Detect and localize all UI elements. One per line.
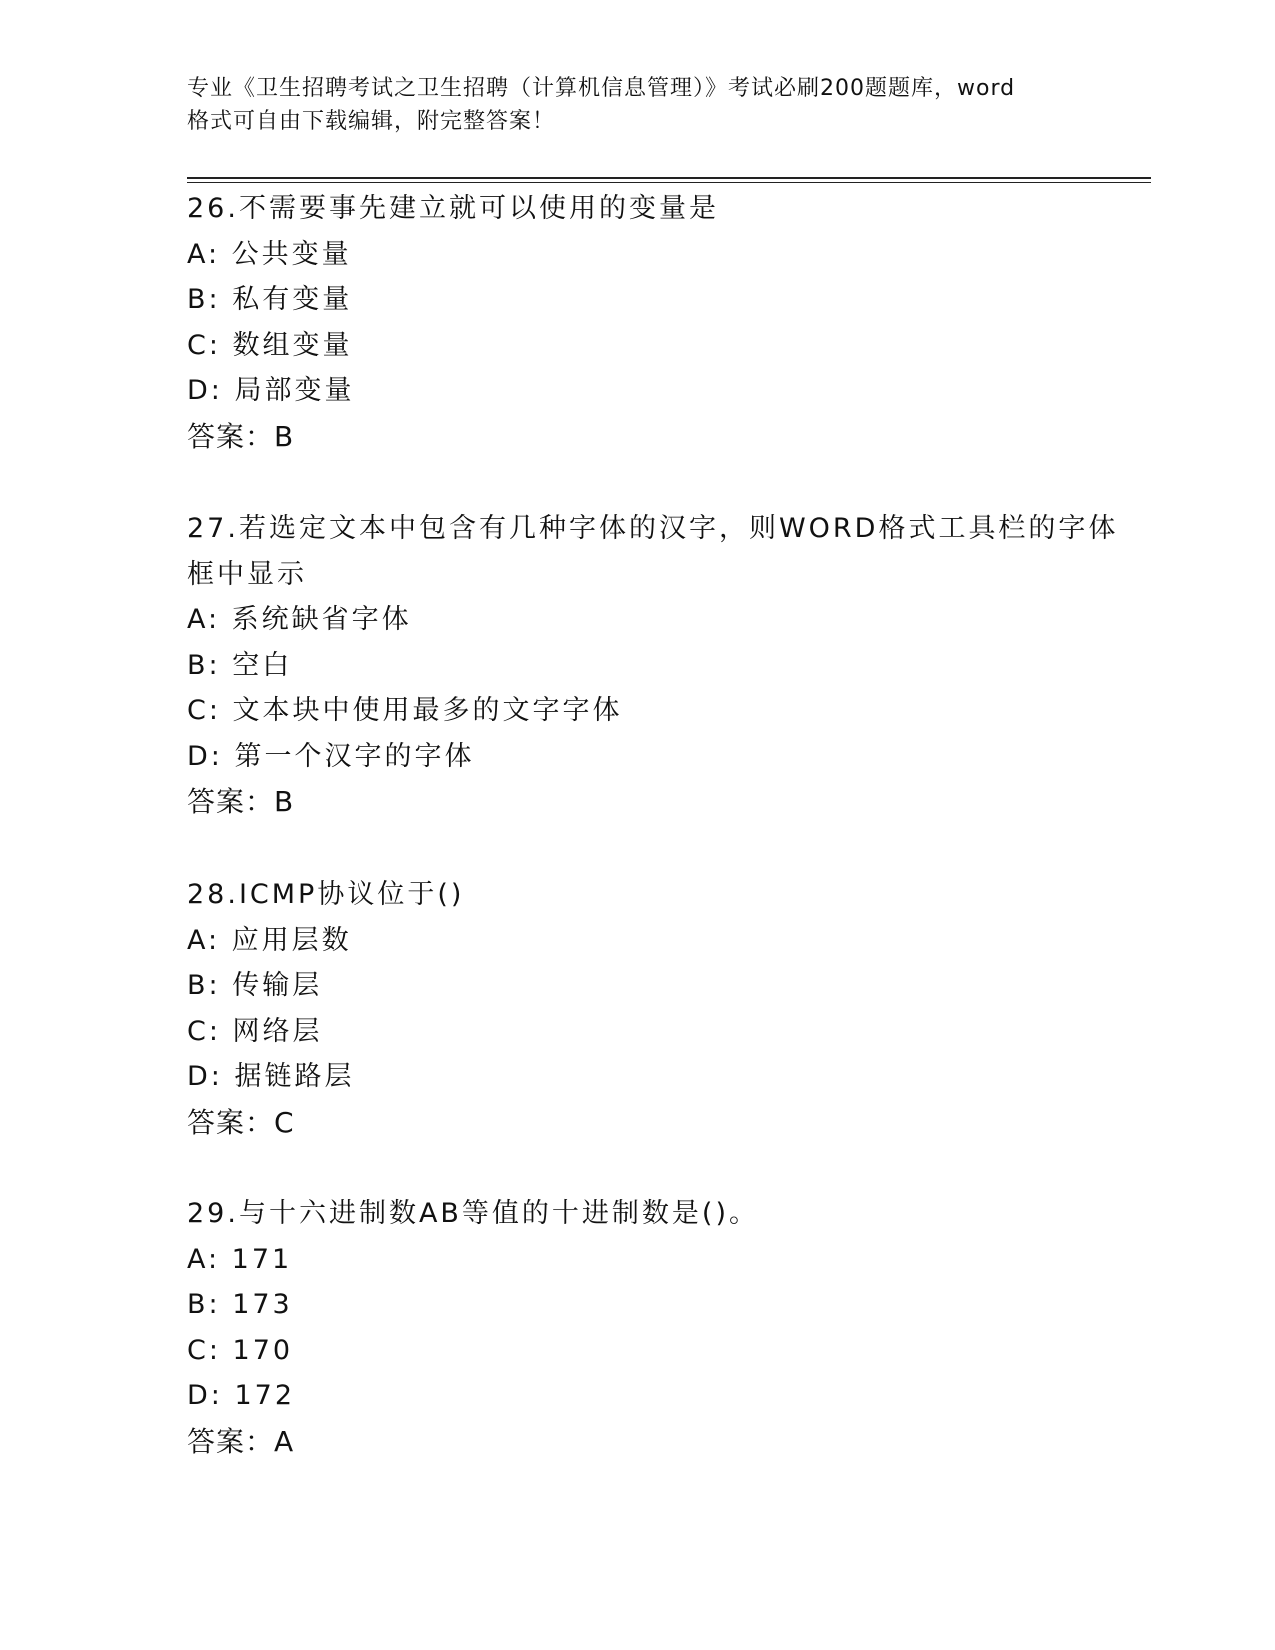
option-c: C: 数组变量 [187, 329, 353, 361]
header-divider-thick [187, 177, 1151, 179]
question-stem-line-2: 框中显示 [187, 558, 307, 590]
option-d: D: 局部变量 [187, 375, 355, 406]
option-b: B: 私有变量 [187, 284, 353, 315]
option-a: A: 公共变量 [187, 238, 352, 270]
option-b: B: 传输层 [187, 970, 323, 1001]
document-header [187, 72, 1087, 138]
question-stem: 29.与十六进制数AB等值的十进制数是()。 [187, 1198, 759, 1229]
answer: 答案：B [187, 785, 295, 818]
header-line-2: 格式可自由下载编辑，附完整答案！ [187, 109, 556, 134]
answer: 答案：C [187, 1105, 295, 1139]
option-c: C: 网络层 [187, 1015, 323, 1047]
option-b: B: 173 [187, 1289, 293, 1320]
answer: 答案：A [187, 1424, 295, 1458]
header-divider-thin [187, 182, 1151, 183]
option-a: A: 系统缺省字体 [187, 604, 412, 635]
question-29 [187, 1191, 1087, 1464]
option-c: C: 170 [187, 1334, 294, 1366]
answer: 答案：B [187, 419, 295, 453]
option-d: D: 据链路层 [187, 1061, 355, 1092]
option-d: D: 172 [187, 1380, 296, 1411]
option-a: A: 171 [187, 1243, 293, 1275]
option-d: D: 第一个汉字的字体 [187, 740, 475, 772]
question-stem: 26.不需要事先建立就可以使用的变量是 [187, 193, 719, 224]
option-a: A: 应用层数 [187, 924, 352, 956]
question-stem: 28.ICMP协议位于() [187, 879, 465, 910]
option-b: B: 空白 [187, 649, 293, 681]
question-28 [187, 872, 1087, 1145]
header-line-1: 专业《卫生招聘考试之卫生招聘（计算机信息管理）》考试必刷200题题库，word [187, 76, 1016, 101]
question-27 [187, 506, 1119, 825]
question-stem-line-1: 27.若选定文本中包含有几种字体的汉字，则WORD格式工具栏的字体 [187, 513, 1119, 544]
option-c: C: 文本块中使用最多的文字字体 [187, 695, 623, 726]
question-26 [187, 186, 1087, 459]
